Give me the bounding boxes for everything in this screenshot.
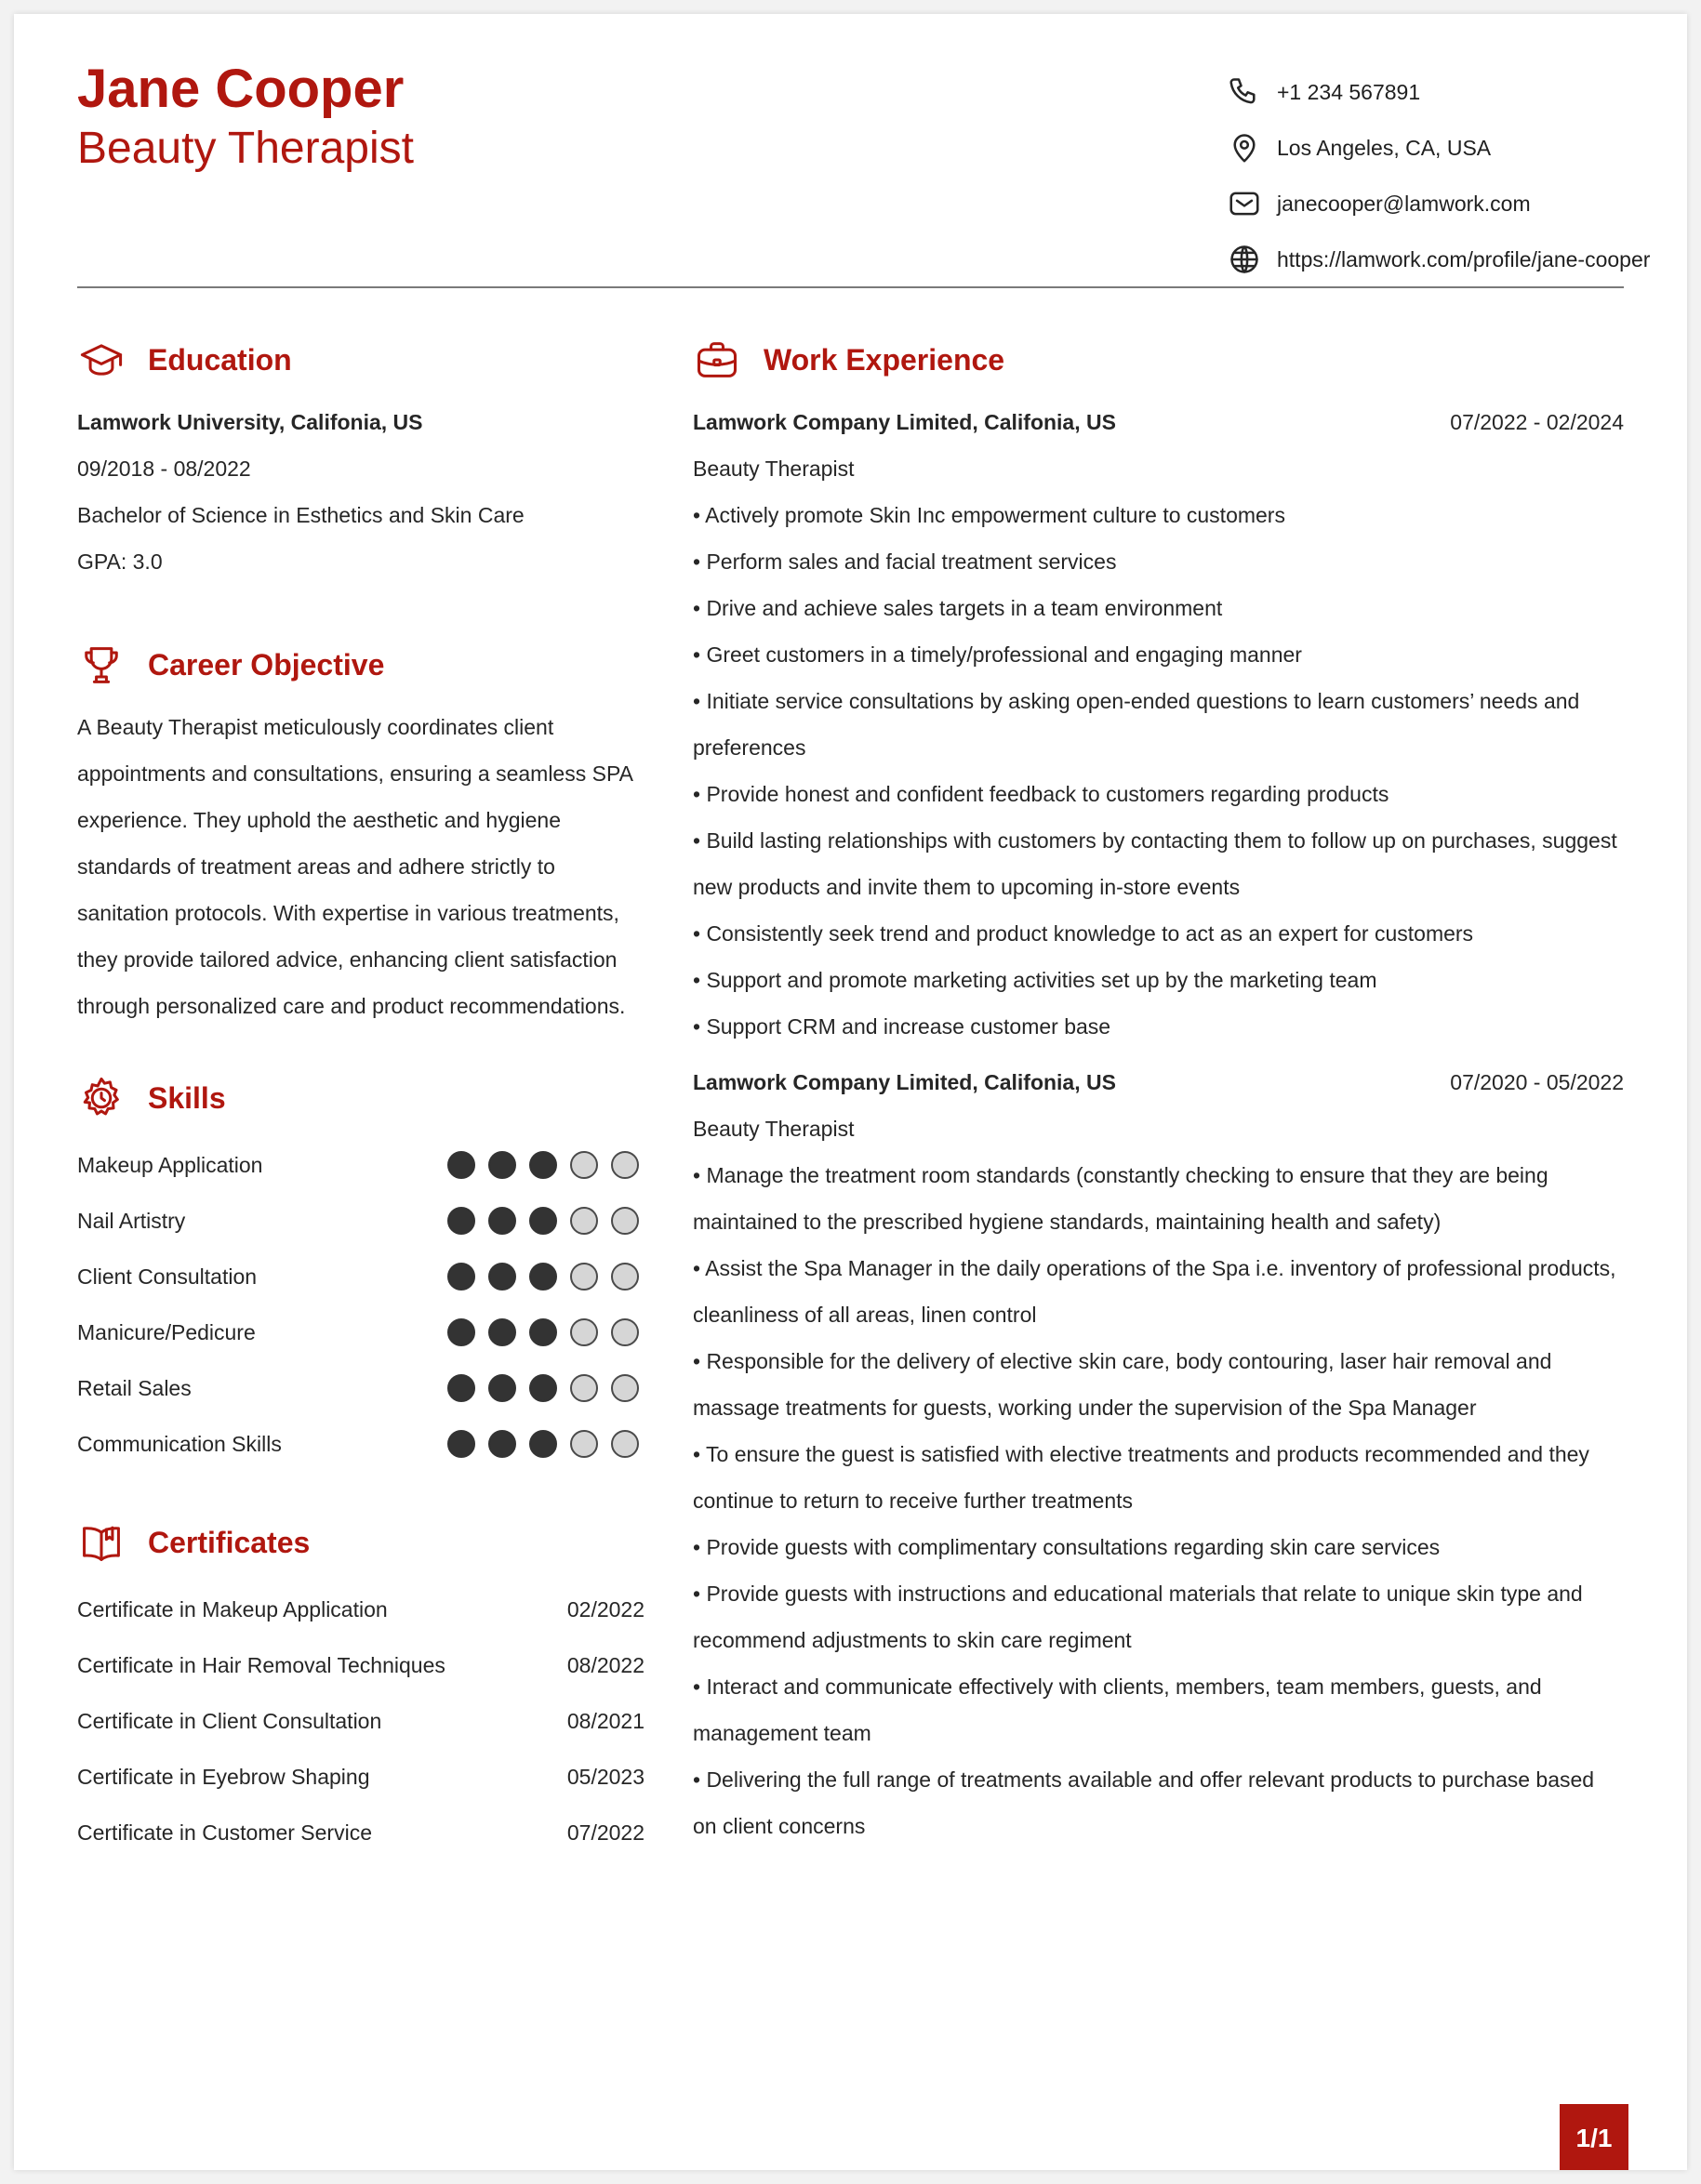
objective-heading: [77, 635, 645, 695]
skill-dot-filled: [488, 1151, 516, 1179]
contact-phone-text: +1 234 567891: [1277, 79, 1421, 104]
education-degree: Bachelor of Science in Esthetics and Skin Care: [77, 503, 525, 527]
education-dates: 09/2018 - 08/2022: [77, 457, 251, 481]
certificates-heading: [77, 1513, 645, 1572]
contact-phone: [1227, 64, 1636, 120]
work-heading: [693, 330, 1624, 390]
skill-dot-empty: [611, 1318, 639, 1346]
job-header: [693, 1059, 1624, 1105]
contact-email: [1227, 176, 1636, 232]
job-bullet: • Build lasting relationships with customers by contacting them to follow up on purchases, suggest new products and invite them to upcoming in-store events: [693, 828, 1617, 899]
skill-label: Makeup Application: [77, 1152, 263, 1177]
job-entry: [693, 399, 1624, 1050]
skill-dot-filled: [447, 1263, 475, 1291]
contact-list: [1227, 64, 1651, 287]
certificate-row: [77, 1582, 645, 1637]
certificate-date: 02/2022: [566, 1596, 645, 1621]
contact-email-text: janecooper@lamwork.com: [1277, 191, 1531, 216]
globe-icon: [1227, 242, 1262, 277]
certificate-row: [77, 1749, 645, 1805]
certificates-title: Certificates: [148, 1525, 311, 1559]
job-bullet: • Provide guests with complimentary consultations regarding skin care services: [693, 1535, 1441, 1559]
trophy-icon: [77, 641, 126, 689]
job-bullet: • To ensure the guest is satisfied with elective treatments and products recommended and they continue to return to receive further treatments: [693, 1442, 1589, 1513]
gear-clock-icon: [77, 1074, 126, 1122]
certificate-name: Certificate in Client Consultation: [77, 1708, 382, 1733]
skills-title: Skills: [148, 1080, 226, 1115]
phone-icon: [1227, 74, 1262, 110]
skill-dot-empty: [570, 1207, 598, 1235]
job-company: Lamwork Company Limited, Califonia, US: [693, 1069, 1116, 1094]
job-entry: [693, 1059, 1624, 1849]
education-gpa: GPA: 3.0: [77, 549, 163, 574]
skill-rating: [447, 1374, 639, 1402]
skill-label: Retail Sales: [77, 1375, 192, 1400]
job-bullet: • Initiate service consultations by asking open-ended questions to learn customers’ needs and preferences: [693, 689, 1580, 760]
skill-dot-empty: [570, 1263, 598, 1291]
job-bullet: • Provide guests with instructions and educational materials that relate to unique skin type and recommend adjustments to skin care regiment: [693, 1582, 1583, 1652]
contact-website: [1227, 232, 1651, 287]
skill-row: [77, 1249, 645, 1304]
skill-dot-empty: [611, 1430, 639, 1458]
certificate-name: Certificate in Eyebrow Shaping: [77, 1764, 370, 1789]
job-bullet: • Drive and achieve sales targets in a team environment: [693, 596, 1223, 620]
skill-dot-empty: [570, 1151, 598, 1179]
job-bullet: • Support and promote marketing activities set up by the marketing team: [693, 968, 1377, 992]
certificate-date: 08/2022: [566, 1652, 645, 1677]
skills-heading: [77, 1068, 645, 1128]
skills-list: [77, 1137, 645, 1472]
education-title: Education: [148, 342, 292, 377]
job-bullet: • Perform sales and facial treatment services: [693, 549, 1117, 574]
skill-label: Communication Skills: [77, 1431, 282, 1456]
objective-text: A Beauty Therapist meticulously coordinates client appointments and consultations, ensuring a seamless SPA experience. They uphold the aesthetic and hygiene standards of treatment areas and adhere strictly to sanitation protocols. With expertise in various treatments, they provide tailored advice, enhancing client satisfaction through personalized care and product recommendations.: [77, 715, 632, 1018]
job-bullet: • Interact and communicate effectively with clients, members, team members, guests, and management team: [693, 1674, 1542, 1745]
certificate-name: Certificate in Customer Service: [77, 1820, 372, 1845]
skill-dot-filled: [529, 1318, 557, 1346]
contact-website-text: https://lamwork.com/profile/jane-cooper: [1277, 246, 1651, 271]
job-role: Beauty Therapist: [693, 457, 855, 481]
skill-dot-empty: [570, 1430, 598, 1458]
certificate-date: 05/2023: [566, 1764, 645, 1789]
skill-rating: [447, 1151, 639, 1179]
skill-rating: [447, 1263, 639, 1291]
skill-row: [77, 1137, 645, 1193]
job-bullet: • Consistently seek trend and product knowledge to act as an expert for customers: [693, 921, 1474, 946]
skill-dot-filled: [447, 1430, 475, 1458]
job-bullet: • Provide honest and confident feedback to customers regarding products: [693, 782, 1389, 806]
education-entry: [77, 399, 645, 585]
contact-location: [1227, 120, 1636, 176]
job-dates: 07/2020 - 05/2022: [1450, 1069, 1624, 1094]
skill-dot-empty: [611, 1207, 639, 1235]
graduation-cap-icon: [77, 336, 126, 384]
skill-dot-filled: [447, 1318, 475, 1346]
job-bullet: • Actively promote Skin Inc empowerment culture to customers: [693, 503, 1285, 527]
skill-dot-filled: [529, 1430, 557, 1458]
skill-dot-empty: [570, 1374, 598, 1402]
resume-page: [14, 14, 1687, 2170]
skill-rating: [447, 1318, 639, 1346]
skill-dot-filled: [529, 1263, 557, 1291]
skill-dot-filled: [488, 1430, 516, 1458]
job-role: Beauty Therapist: [693, 1117, 855, 1141]
skill-dot-filled: [447, 1374, 475, 1402]
skill-dot-filled: [488, 1207, 516, 1235]
job-bullet: • Manage the treatment room standards (constantly checking to ensure that they are being maintained to the prescribed hygiene standards, maintaining health and safety): [693, 1163, 1548, 1234]
job-bullet: • Responsible for the delivery of elective skin care, body contouring, laser hair removal and massage treatments for guests, working under the supervision of the Spa Manager: [693, 1349, 1552, 1420]
certificate-name: Certificate in Hair Removal Techniques: [77, 1652, 445, 1677]
certificate-row: [77, 1693, 645, 1749]
candidate-title: Beauty Therapist: [77, 124, 414, 173]
skill-label: Client Consultation: [77, 1264, 258, 1289]
skill-dot-filled: [529, 1374, 557, 1402]
skill-dot-filled: [447, 1207, 475, 1235]
certificate-date: 08/2021: [566, 1708, 645, 1733]
header-divider: [77, 286, 1624, 288]
job-dates: 07/2022 - 02/2024: [1450, 409, 1624, 434]
job-bullet: • Greet customers in a timely/professional and engaging manner: [693, 642, 1302, 667]
skill-rating: [447, 1430, 639, 1458]
job-bullet: • Support CRM and increase customer base: [693, 1014, 1111, 1039]
skill-rating: [447, 1207, 639, 1235]
skill-label: Nail Artistry: [77, 1208, 186, 1233]
skill-dot-filled: [447, 1151, 475, 1179]
job-header: [693, 399, 1624, 445]
skill-dot-filled: [529, 1151, 557, 1179]
certificate-row: [77, 1805, 645, 1860]
skill-row: [77, 1416, 645, 1472]
job-company: Lamwork Company Limited, Califonia, US: [693, 409, 1116, 434]
job-bullet: • Assist the Spa Manager in the daily operations of the Spa i.e. inventory of professional products, cleanliness of all areas, linen control: [693, 1256, 1616, 1327]
right-column: [693, 330, 1624, 1849]
contact-location-text: Los Angeles, CA, USA: [1277, 135, 1492, 160]
skill-row: [77, 1193, 645, 1249]
skill-row: [77, 1304, 645, 1360]
certificate-date: 07/2022: [566, 1820, 645, 1845]
page-indicator: 1/1: [1560, 2104, 1628, 2170]
work-title: Work Experience: [764, 342, 1005, 377]
skill-dot-empty: [611, 1151, 639, 1179]
skill-dot-empty: [611, 1263, 639, 1291]
skill-dot-filled: [488, 1263, 516, 1291]
open-book-icon: [77, 1518, 126, 1567]
objective-title: Career Objective: [148, 647, 385, 682]
candidate-name: Jane Cooper: [77, 59, 405, 119]
mail-icon: [1227, 186, 1262, 221]
left-column: [77, 330, 645, 1860]
skill-label: Manicure/Pedicure: [77, 1319, 256, 1344]
certificates-list: [77, 1582, 645, 1860]
skill-dot-filled: [529, 1207, 557, 1235]
certificate-name: Certificate in Makeup Application: [77, 1596, 388, 1621]
education-heading: [77, 330, 645, 390]
education-school: Lamwork University, Califonia, US: [77, 410, 423, 434]
briefcase-icon: [693, 336, 741, 384]
skill-dot-filled: [488, 1318, 516, 1346]
certificate-row: [77, 1637, 645, 1693]
skill-row: [77, 1360, 645, 1416]
location-pin-icon: [1227, 130, 1262, 165]
skill-dot-empty: [611, 1374, 639, 1402]
skill-dot-empty: [570, 1318, 598, 1346]
skill-dot-filled: [488, 1374, 516, 1402]
job-bullet: • Delivering the full range of treatments available and offer relevant products to purchase based on client concerns: [693, 1767, 1595, 1838]
